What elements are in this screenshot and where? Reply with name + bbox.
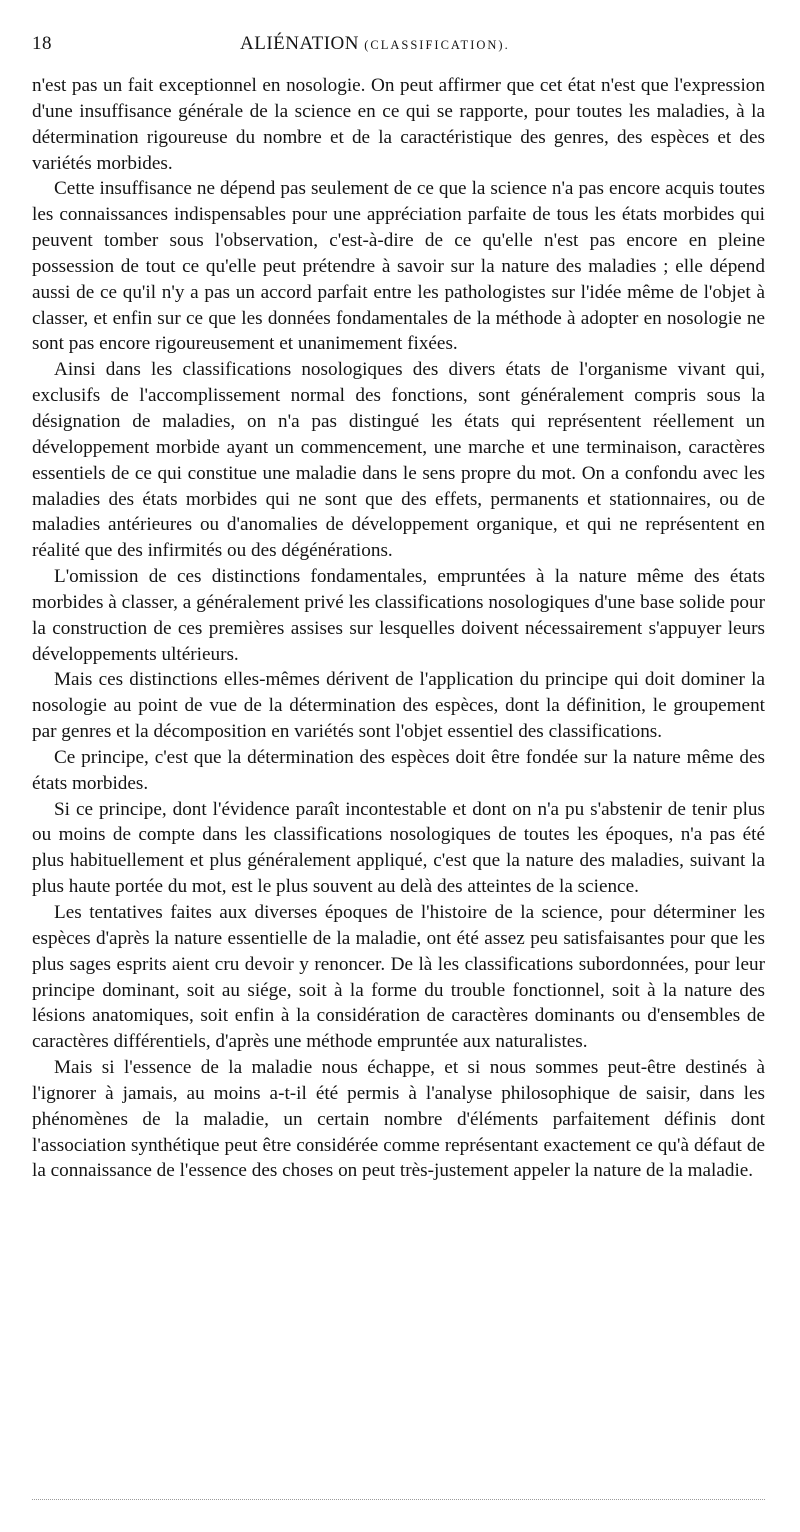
page-number: 18 [32, 33, 52, 54]
paragraph: Mais si l'essence de la maladie nous échappe, et si nous sommes peut-être destinés à l'ignorer à jamais, au moins a-t-il été permis à l'analyse philosophique de saisir, dans les phénomènes de la maladie, un certain nombre d'éléments parfaitement définis dont l'association synthétique peut être considérée comme représentant exactement ce qu'à défaut de la connaissance de l'essence des choses on peut très-justement appeler la nature de la maladie. [32, 1057, 765, 1182]
paragraph: Ainsi dans les classifications nosologiques des divers états de l'organisme vivant qui, exclusifs de l'accomplissement normal des fonctions, sont généralement compris sous la désignation de maladies, on n'a pas distingué les états qui représentent réellement un développement morbide ayant un commencement, une marche et une terminaison, caractères essentiels de ce qui constitue une maladie dans le sens propre du mot. On a confondu avec les maladies des états morbides qui ne sont que des effets, permanents et stationnaires, ou de maladies antérieures ou d'anomalies de développement organique, et qui ne représentent en réalité que des infirmités ou des dégénérations. [32, 359, 765, 562]
paragraph-continuation: n'est pas un fait exceptionnel en nosologie. On peut affirmer que cet état n'est que l'expression d'une insuffisance générale de la science en ce qui se rapporte, pour toutes les maladies, à la détermination rigoureuse du nombre et de la caractéristique des genres, des espèces et des variétés morbides. [32, 75, 765, 174]
footer-rule [32, 1499, 765, 1500]
running-title-subtitle: (CLASSIFICATION). [364, 38, 510, 52]
body-text [32, 73, 765, 1184]
paragraph: Mais ces distinctions elles-mêmes dérivent de l'application du principe qui doit dominer la nosologie au point de vue de la détermination des espèces, dont la définition, le groupement par genres et la décomposition en variétés sont l'objet essentiel des classifications. [32, 669, 765, 743]
paragraph: Cette insuffisance ne dépend pas seulement de ce que la science n'a pas encore acquis toutes les connaissances indispensables pour une appréciation parfaite de tous les états morbides qui peuvent tomber sous l'observation, c'est-à-dire de ce qu'elle n'est pas encore en pleine possession de tout ce qu'elle peut prétendre à savoir sur la nature des maladies ; elle dépend aussi de ce qu'il n'y a pas un accord parfait entre les pathologistes sur l'idée même de l'objet à classer, et enfin sur ce que les données fondamentales de la méthode à adopter en nosologie ne sont pas encore rigoureusement et unanimement fixées. [32, 178, 765, 355]
paragraph: Ce principe, c'est que la détermination des espèces doit être fondée sur la nature même des états morbides. [32, 746, 765, 794]
paragraph: Si ce principe, dont l'évidence paraît incontestable et dont on n'a pu s'abstenir de tenir plus ou moins de compte dans les classifications nosologiques de toutes les époques, n'a pas été plus habituellement et plus généralement appliqué, c'est que la nature des maladies, suivant la plus haute portée du mot, est le plus souvent au delà des atteintes de la science. [32, 798, 765, 898]
running-head [32, 33, 765, 59]
paragraph: Les tentatives faites aux diverses époques de l'histoire de la science, pour déterminer les espèces d'après la nature essentielle de la maladie, ont été assez peu satisfaisantes pour que les plus sages esprits aient cru devoir y renoncer. De là les classifications subordonnées, pour leur principe dominant, soit au siége, soit à la forme du trouble fonctionnel, soit à la nature des lésions anatomiques, soit enfin à la considération de caractères dominants ou d'ensembles de caractères différentiels, d'après une méthode empruntée aux naturalistes. [32, 902, 765, 1053]
running-title-main: ALIÉNATION [240, 33, 359, 54]
paragraph: L'omission de ces distinctions fondamentales, empruntées à la nature même des états morbides à classer, a généralement privé les classifications nosologiques d'une base solide pour la construction de ces premières assises sur lesquelles doivent nécessairement s'appuyer leurs développements ultérieurs. [32, 566, 765, 665]
running-title [240, 33, 510, 55]
